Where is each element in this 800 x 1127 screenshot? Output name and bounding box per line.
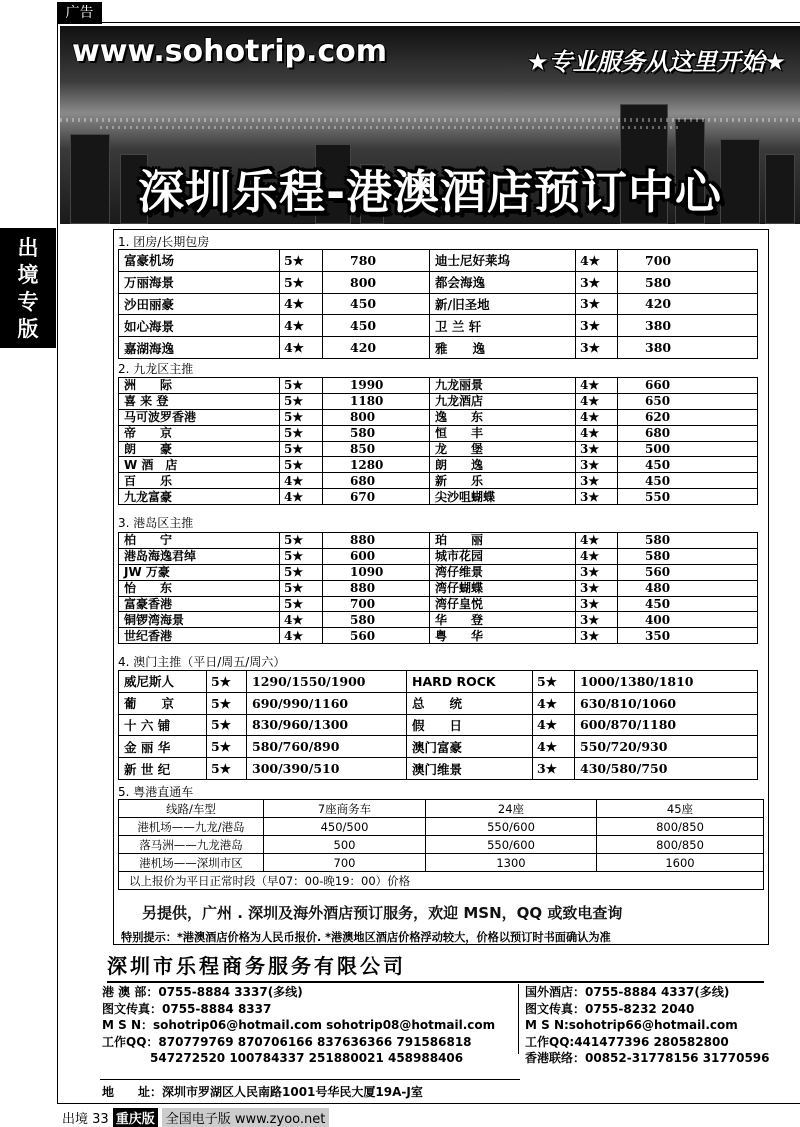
price: 450 bbox=[323, 315, 430, 337]
star-rating: 3★ bbox=[576, 596, 618, 612]
hotel-name: 金 丽 华 bbox=[119, 736, 207, 758]
price: 880 bbox=[323, 580, 430, 596]
page-number: 出境 33 bbox=[62, 1112, 109, 1127]
hotel-row bbox=[119, 425, 758, 441]
bus-header: 7座商务车 bbox=[264, 800, 426, 818]
hotel-name: 卫 兰 轩 bbox=[430, 315, 576, 337]
hotel-row bbox=[119, 596, 758, 612]
hotel-name: 港岛海逸君绰 bbox=[119, 548, 280, 564]
hotel-name: HARD ROCK bbox=[407, 671, 533, 693]
price: 660 bbox=[618, 378, 758, 394]
star-rating: 3★ bbox=[576, 271, 618, 293]
bus-cell: 700 bbox=[264, 854, 426, 872]
price: 700 bbox=[323, 596, 430, 612]
city-lights bbox=[60, 118, 800, 122]
hotel-name: 总 统 bbox=[407, 692, 533, 714]
star-rating: 5★ bbox=[280, 564, 323, 580]
divider bbox=[100, 1079, 520, 1080]
contact-line: 547272520 100784337 251880021 458988406 bbox=[102, 1051, 464, 1065]
star-rating: 3★ bbox=[576, 293, 618, 315]
hotel-name: 雅 逸 bbox=[430, 337, 576, 359]
hotel-row bbox=[119, 271, 758, 293]
price: 380 bbox=[618, 337, 758, 359]
star-rating: 4★ bbox=[280, 473, 323, 489]
hotel-row bbox=[119, 393, 758, 409]
address: 地 址：深圳市罗湖区人民南路1001号华民大厦19A-J室 bbox=[102, 1085, 423, 1099]
hotel-row bbox=[119, 315, 758, 337]
star-rating: 5★ bbox=[280, 596, 323, 612]
price: 680 bbox=[323, 473, 430, 489]
price: 650 bbox=[618, 393, 758, 409]
star-rating: 3★ bbox=[576, 564, 618, 580]
contact-left bbox=[102, 984, 518, 1067]
price: 1090 bbox=[323, 564, 430, 580]
hotel-name: 恒 丰 bbox=[430, 425, 576, 441]
star-rating: 5★ bbox=[533, 671, 575, 693]
hotel-name: 万丽海景 bbox=[119, 271, 280, 293]
hotel-row bbox=[119, 714, 758, 736]
contact-line: 香港联络：00852-31778156 31770596 bbox=[525, 1051, 770, 1065]
side-tab-char: 境 bbox=[17, 263, 39, 287]
star-rating: 4★ bbox=[576, 409, 618, 425]
hotel-name: 尖沙咀蝴蝶 bbox=[430, 489, 576, 505]
section4-table bbox=[118, 670, 758, 780]
price: 620 bbox=[618, 409, 758, 425]
price: 420 bbox=[323, 337, 430, 359]
star-rating: 3★ bbox=[576, 628, 618, 644]
star-rating: 5★ bbox=[207, 736, 247, 758]
price: 800 bbox=[323, 271, 430, 293]
star-rating: 5★ bbox=[280, 425, 323, 441]
hotel-name: 如心海景 bbox=[119, 315, 280, 337]
hotel-row bbox=[119, 736, 758, 758]
hotel-name: W 酒 店 bbox=[119, 457, 280, 473]
hotel-name: 富豪机场 bbox=[119, 250, 280, 272]
star-rating: 5★ bbox=[280, 409, 323, 425]
contact-line: 图文传真：0755-8884 8337 bbox=[102, 1001, 272, 1016]
star-rating: 4★ bbox=[576, 533, 618, 549]
price: 1180 bbox=[323, 393, 430, 409]
bus-cell: 800/850 bbox=[597, 836, 764, 854]
side-tab-char: 专 bbox=[17, 290, 39, 314]
star-rating: 5★ bbox=[280, 457, 323, 473]
price: 500 bbox=[618, 441, 758, 457]
star-rating: 3★ bbox=[576, 315, 618, 337]
star-rating: 4★ bbox=[576, 378, 618, 394]
star-rating: 4★ bbox=[533, 736, 575, 758]
hotel-name: 百 乐 bbox=[119, 473, 280, 489]
hotel-row bbox=[119, 692, 758, 714]
price: 800 bbox=[323, 409, 430, 425]
bus-cell: 1600 bbox=[597, 854, 764, 872]
price: 380 bbox=[618, 315, 758, 337]
side-tab-char: 版 bbox=[17, 317, 39, 341]
bus-cell: 550/600 bbox=[426, 836, 597, 854]
bus-table bbox=[118, 799, 764, 890]
star-rating: 4★ bbox=[280, 489, 323, 505]
hotel-name: 澳门富豪 bbox=[407, 736, 533, 758]
ad-tag: 广告 bbox=[57, 2, 102, 24]
contact-line: M S N：sohotrip06@hotmail.com sohotrip08@hotmail.com bbox=[102, 1018, 496, 1032]
extra-service-text: 另提供，广州 . 深圳及海外酒店预订服务，欢迎 MSN，QQ 或致电查询 bbox=[142, 904, 623, 922]
hotel-name: JW 万豪 bbox=[119, 564, 280, 580]
star-rating: 5★ bbox=[280, 580, 323, 596]
star-rating: 5★ bbox=[207, 758, 247, 780]
hotel-name: 逸 东 bbox=[430, 409, 576, 425]
hotel-name: 九龙富豪 bbox=[119, 489, 280, 505]
price: 420 bbox=[618, 293, 758, 315]
contact-line: 国外酒店：0755-8884 4337(多线) bbox=[525, 985, 730, 999]
star-rating: 5★ bbox=[280, 533, 323, 549]
star-rating: 4★ bbox=[280, 612, 323, 628]
hotel-name: 都会海逸 bbox=[430, 271, 576, 293]
star-rating: 4★ bbox=[280, 337, 323, 359]
bus-cell: 800/850 bbox=[597, 818, 764, 836]
hotel-row bbox=[119, 378, 758, 394]
star-rating: 4★ bbox=[576, 250, 618, 272]
banner-title: 深圳乐程-港澳酒店预订中心 bbox=[137, 165, 723, 219]
hotel-name: 帝 京 bbox=[119, 425, 280, 441]
bus-cell: 500 bbox=[264, 836, 426, 854]
star-rating: 5★ bbox=[280, 393, 323, 409]
star-rating: 4★ bbox=[280, 293, 323, 315]
hotel-name: 九龙酒店 bbox=[430, 393, 576, 409]
bus-cell: 550/600 bbox=[426, 818, 597, 836]
bus-header-row bbox=[119, 800, 764, 818]
star-rating: 4★ bbox=[280, 315, 323, 337]
star-rating: 3★ bbox=[576, 457, 618, 473]
hotel-name: 假 日 bbox=[407, 714, 533, 736]
bus-cell: 港机场——深圳市区 bbox=[119, 854, 264, 872]
price: 600 bbox=[323, 548, 430, 564]
price: 560 bbox=[323, 628, 430, 644]
price: 450 bbox=[618, 457, 758, 473]
bus-row bbox=[119, 836, 764, 854]
hotel-row bbox=[119, 473, 758, 489]
price: 850 bbox=[323, 441, 430, 457]
star-rating: 5★ bbox=[280, 271, 323, 293]
section1-table bbox=[118, 249, 758, 359]
footer bbox=[62, 1108, 329, 1127]
hotel-row bbox=[119, 409, 758, 425]
price: 700 bbox=[618, 250, 758, 272]
hotel-row bbox=[119, 337, 758, 359]
hotel-row bbox=[119, 489, 758, 505]
price: 690/990/1160 bbox=[247, 692, 407, 714]
hotel-row bbox=[119, 548, 758, 564]
star-rating: 5★ bbox=[280, 378, 323, 394]
contact-right bbox=[518, 984, 788, 1065]
hotel-name: 龙 堡 bbox=[430, 441, 576, 457]
bus-cell: 450/500 bbox=[264, 818, 426, 836]
price: 1000/1380/1810 bbox=[575, 671, 758, 693]
special-tip: 特别提示：*港澳酒店价格为人民币报价. *港澳地区酒店价格浮动较大，价格以预订时书面确认为准 bbox=[121, 931, 611, 944]
bus-note-row bbox=[119, 872, 764, 890]
hotel-name: 澳门维景 bbox=[407, 758, 533, 780]
hotel-row bbox=[119, 612, 758, 628]
hotel-name: 嘉湖海逸 bbox=[119, 337, 280, 359]
hotel-name: 新/旧圣地 bbox=[430, 293, 576, 315]
price: 550 bbox=[618, 489, 758, 505]
hotel-name: 洲 际 bbox=[119, 378, 280, 394]
hotel-name: 朗 豪 bbox=[119, 441, 280, 457]
section-heading: 4. 澳门主推（平日/周五/周六） bbox=[118, 655, 286, 669]
price: 630/810/1060 bbox=[575, 692, 758, 714]
star-rating: 3★ bbox=[533, 758, 575, 780]
city-lights bbox=[100, 126, 680, 129]
bus-header: 线路/车型 bbox=[119, 800, 264, 818]
hotel-name: 新 乐 bbox=[430, 473, 576, 489]
hotel-name: 湾仔维景 bbox=[430, 564, 576, 580]
banner-slogan: ★专业服务从这里开始★ bbox=[526, 48, 786, 76]
price: 480 bbox=[618, 580, 758, 596]
price: 580 bbox=[323, 612, 430, 628]
star-rating: 4★ bbox=[576, 548, 618, 564]
price: 580 bbox=[618, 533, 758, 549]
bus-cell: 1300 bbox=[426, 854, 597, 872]
hotel-name: 世纪香港 bbox=[119, 628, 280, 644]
star-rating: 3★ bbox=[576, 612, 618, 628]
star-rating: 3★ bbox=[576, 489, 618, 505]
hotel-name: 华 登 bbox=[430, 612, 576, 628]
price: 450 bbox=[618, 473, 758, 489]
hotel-name: 珀 丽 bbox=[430, 533, 576, 549]
contact-line: 工作QQ：870779769 870706166 837636366 791586818 bbox=[102, 1034, 472, 1049]
hotel-row bbox=[119, 457, 758, 473]
star-rating: 4★ bbox=[576, 425, 618, 441]
star-rating: 4★ bbox=[576, 393, 618, 409]
hotel-name: 九龙丽景 bbox=[430, 378, 576, 394]
hotel-name: 湾仔蝴蝶 bbox=[430, 580, 576, 596]
hotel-name: 粤 华 bbox=[430, 628, 576, 644]
hotel-name: 富豪香港 bbox=[119, 596, 280, 612]
price: 450 bbox=[618, 596, 758, 612]
star-rating: 4★ bbox=[533, 714, 575, 736]
price: 550/720/930 bbox=[575, 736, 758, 758]
price: 300/390/510 bbox=[247, 758, 407, 780]
section-heading: 5. 粤港直通车 bbox=[118, 785, 194, 799]
star-rating: 3★ bbox=[576, 441, 618, 457]
contact-line: M S N:sohotrip66@hotmail.com bbox=[525, 1018, 738, 1032]
side-tab bbox=[0, 228, 56, 348]
star-rating: 3★ bbox=[576, 580, 618, 596]
star-rating: 5★ bbox=[207, 671, 247, 693]
bus-header: 24座 bbox=[426, 800, 597, 818]
price: 1280 bbox=[323, 457, 430, 473]
bus-cell: 落马洲——九龙港岛 bbox=[119, 836, 264, 854]
section2-table bbox=[118, 377, 758, 505]
website-url: www.sohotrip.com bbox=[72, 34, 387, 69]
bus-header: 45座 bbox=[597, 800, 764, 818]
bus-row bbox=[119, 818, 764, 836]
hotel-name: 朗 逸 bbox=[430, 457, 576, 473]
contact-line: 图文传真：0755-8232 2040 bbox=[525, 1001, 695, 1016]
hotel-row bbox=[119, 293, 758, 315]
price: 400 bbox=[618, 612, 758, 628]
bus-row bbox=[119, 854, 764, 872]
price: 580 bbox=[323, 425, 430, 441]
price: 880 bbox=[323, 533, 430, 549]
edition-badge: 重庆版 bbox=[113, 1108, 158, 1127]
hotel-row bbox=[119, 628, 758, 644]
hotel-row bbox=[119, 564, 758, 580]
section-heading: 2. 九龙区主推 bbox=[118, 362, 194, 376]
hotel-name: 迪士尼好莱坞 bbox=[430, 250, 576, 272]
price: 780 bbox=[323, 250, 430, 272]
hotel-name: 铜锣湾海景 bbox=[119, 612, 280, 628]
hotel-name: 新 世 纪 bbox=[119, 758, 207, 780]
hotel-name: 城市花园 bbox=[430, 548, 576, 564]
company-name: 深圳市乐程商务服务有限公司 bbox=[107, 950, 764, 983]
contact-line: 港 澳 部：0755-8884 3337(多线) bbox=[102, 985, 303, 999]
hotel-name: 十 六 铺 bbox=[119, 714, 207, 736]
star-rating: 5★ bbox=[280, 441, 323, 457]
star-rating: 5★ bbox=[207, 692, 247, 714]
star-rating: 5★ bbox=[207, 714, 247, 736]
price: 430/580/750 bbox=[575, 758, 758, 780]
price: 580 bbox=[618, 548, 758, 564]
price: 680 bbox=[618, 425, 758, 441]
hotel-row bbox=[119, 758, 758, 780]
contact-line: 工作QQ:441477396 280582800 bbox=[525, 1034, 729, 1049]
price: 830/960/1300 bbox=[247, 714, 407, 736]
star-rating: 5★ bbox=[280, 548, 323, 564]
section-heading: 3. 港岛区主推 bbox=[118, 516, 194, 530]
star-rating: 4★ bbox=[533, 692, 575, 714]
hotel-name: 喜 来 登 bbox=[119, 393, 280, 409]
side-tab-char: 出 bbox=[17, 236, 39, 260]
section3-table bbox=[118, 532, 758, 644]
price: 670 bbox=[323, 489, 430, 505]
hotel-name: 葡 京 bbox=[119, 692, 207, 714]
bus-note: 以上报价为平日正常时段（早07：00-晚19：00）价格 bbox=[119, 872, 764, 890]
hotel-name: 湾仔皇悦 bbox=[430, 596, 576, 612]
national-edition: 全国电子版 www.zyoo.net bbox=[162, 1108, 330, 1127]
price: 560 bbox=[618, 564, 758, 580]
hotel-row bbox=[119, 533, 758, 549]
banner bbox=[60, 26, 800, 224]
hotel-row bbox=[119, 671, 758, 693]
star-rating: 3★ bbox=[576, 337, 618, 359]
hotel-name: 马可波罗香港 bbox=[119, 409, 280, 425]
price: 1990 bbox=[323, 378, 430, 394]
hotel-row bbox=[119, 441, 758, 457]
bus-cell: 港机场——九龙/港岛 bbox=[119, 818, 264, 836]
hotel-name: 威尼斯人 bbox=[119, 671, 207, 693]
hotel-name: 沙田丽豪 bbox=[119, 293, 280, 315]
hotel-row bbox=[119, 580, 758, 596]
price: 580 bbox=[618, 271, 758, 293]
price: 1290/1550/1900 bbox=[247, 671, 407, 693]
price: 350 bbox=[618, 628, 758, 644]
hotel-row bbox=[119, 250, 758, 272]
star-rating: 3★ bbox=[576, 473, 618, 489]
star-rating: 4★ bbox=[280, 628, 323, 644]
star-rating: 5★ bbox=[280, 250, 323, 272]
price: 600/870/1180 bbox=[575, 714, 758, 736]
hotel-name: 柏 宁 bbox=[119, 533, 280, 549]
hotel-name: 怡 东 bbox=[119, 580, 280, 596]
price: 450 bbox=[323, 293, 430, 315]
section-heading: 1. 团房/长期包房 bbox=[118, 235, 210, 249]
price: 580/760/890 bbox=[247, 736, 407, 758]
